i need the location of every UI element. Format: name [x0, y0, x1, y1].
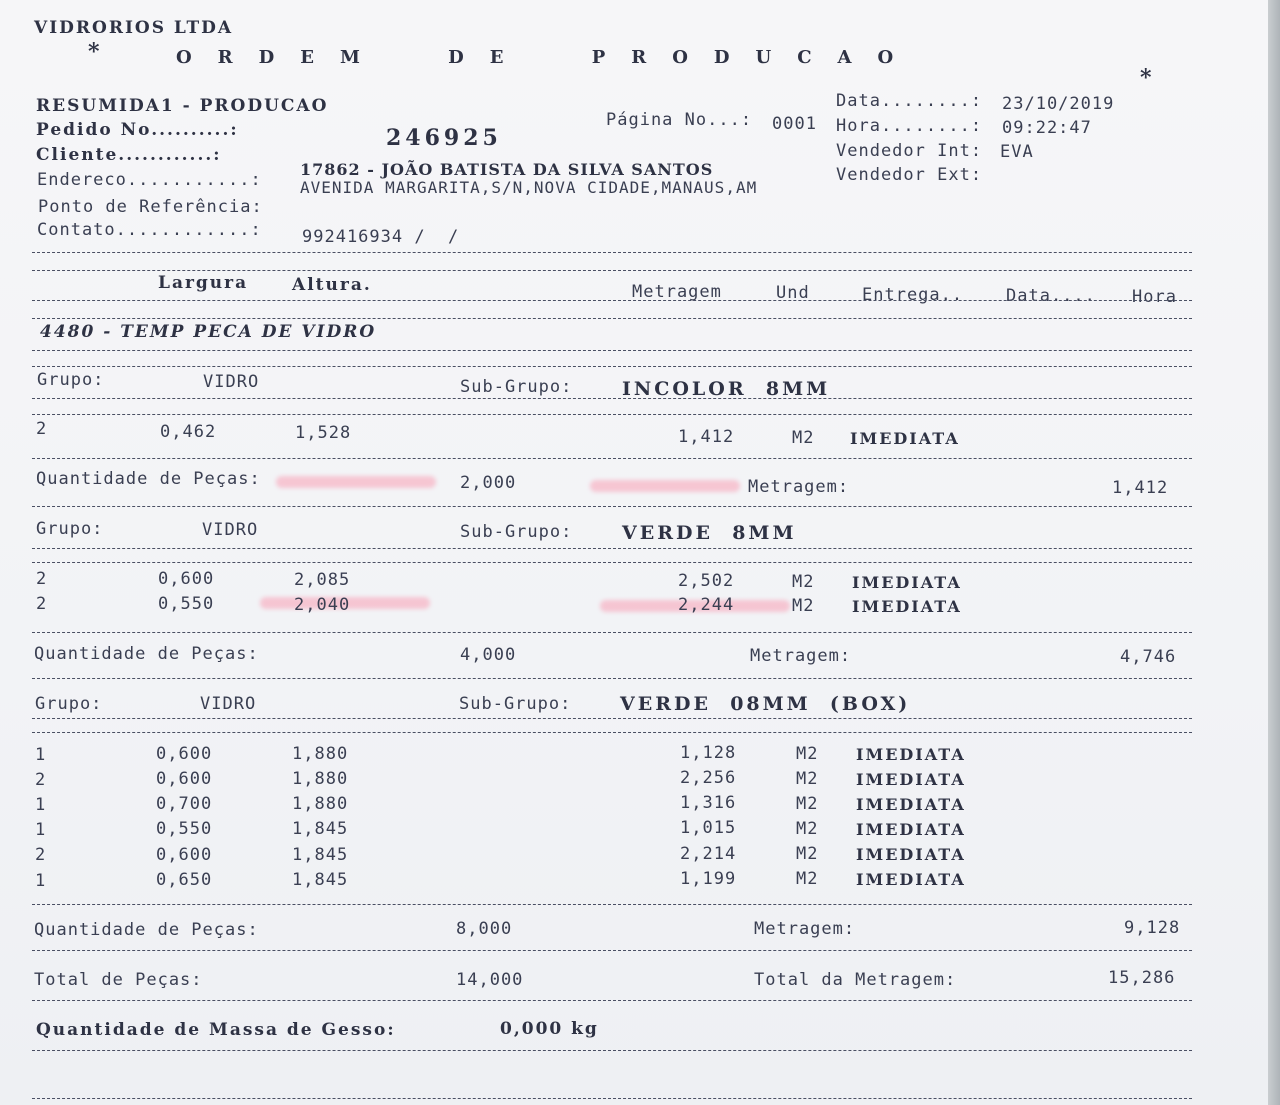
product-title: 4480 - TEMP PECA DE VIDRO — [40, 322, 377, 342]
divider — [32, 318, 1192, 319]
cliente-label: Cliente............: — [36, 145, 222, 165]
row-altura: 1,528 — [295, 423, 352, 443]
divider — [32, 350, 1192, 351]
grupo-value: VIDRO — [200, 694, 257, 714]
row-metragem: 1,199 — [680, 869, 737, 889]
sub-grupo-label: Sub-Grupo: — [459, 694, 572, 714]
sub-grupo-label: Sub-Grupo: — [460, 377, 573, 397]
contato-value: 992416934 / / — [302, 227, 460, 247]
pedido-number: 246925 — [386, 125, 502, 151]
qtd-pecas-value: 2,000 — [460, 473, 517, 493]
highlighter-mark — [276, 476, 436, 488]
col-largura: Largura — [158, 273, 249, 293]
row-entrega: IMEDIATA — [856, 770, 966, 789]
sub-grupo-value: VERDE 8MM — [622, 522, 797, 544]
row-und: M2 — [796, 844, 819, 864]
cliente-value: 17862 - JOÃO BATISTA DA SILVA SANTOS — [300, 160, 714, 179]
row-entrega: IMEDIATA — [856, 870, 966, 889]
row-altura: 1,845 — [292, 845, 349, 865]
divider — [32, 1000, 1192, 1001]
row-altura: 1,880 — [292, 769, 349, 789]
metragem-label: Metragem: — [750, 646, 852, 666]
row-qtd: 2 — [35, 770, 47, 790]
row-altura: 2,040 — [294, 595, 351, 615]
divider — [32, 732, 1192, 733]
qtd-pecas-value: 4,000 — [460, 645, 517, 665]
row-largura: 0,700 — [156, 794, 213, 814]
row-altura: 2,085 — [294, 570, 351, 590]
row-altura: 1,845 — [292, 870, 349, 890]
metragem-value: 4,746 — [1120, 647, 1177, 667]
divider — [32, 270, 1192, 271]
endereco-value: AVENIDA MARGARITA,S/N,NOVA CIDADE,MANAUS,AM — [300, 178, 758, 197]
vendedor-int-label: Vendedor Int: — [836, 141, 983, 161]
divider — [32, 548, 1192, 549]
grupo-value: VIDRO — [202, 520, 259, 540]
row-metragem: 2,244 — [678, 595, 735, 615]
divider — [32, 632, 1192, 633]
data-label: Data........: — [836, 91, 983, 111]
pedido-label: Pedido No..........: — [36, 120, 239, 140]
sub-grupo-value: VERDE 08MM (BOX) — [620, 693, 911, 715]
col-altura: Altura. — [292, 275, 372, 295]
row-largura: 0,600 — [156, 845, 213, 865]
row-qtd: 2 — [36, 419, 48, 439]
data-value: 23/10/2019 — [1002, 94, 1115, 114]
row-largura: 0,650 — [156, 870, 213, 890]
sub-grupo-value: INCOLOR 8MM — [622, 378, 831, 400]
grupo-label: Grupo: — [35, 694, 103, 714]
divider — [32, 718, 1192, 719]
endereco-label: Endereco...........: — [37, 170, 262, 190]
col-und: Und — [776, 283, 810, 303]
row-largura: 0,600 — [156, 769, 213, 789]
contato-label: Contato............: — [37, 220, 262, 240]
row-metragem: 1,412 — [678, 427, 735, 447]
row-und: M2 — [796, 769, 819, 789]
metragem-value: 1,412 — [1112, 478, 1169, 498]
company-name: VIDRORIOS LTDA — [34, 18, 234, 38]
massa-gesso-value: 0,000 kg — [500, 1019, 599, 1039]
total-pecas-label: Total de Peças: — [34, 970, 203, 990]
row-metragem: 1,316 — [680, 793, 737, 813]
qtd-pecas-label: Quantidade de Peças: — [34, 920, 259, 940]
grupo-label: Grupo: — [36, 519, 104, 539]
row-altura: 1,880 — [292, 794, 349, 814]
col-metragem: Metragem — [632, 282, 722, 302]
hora-label: Hora........: — [836, 116, 983, 136]
row-entrega: IMEDIATA — [852, 597, 962, 616]
massa-gesso-label: Quantidade de Massa de Gesso: — [36, 1020, 396, 1040]
row-entrega: IMEDIATA — [856, 820, 966, 839]
row-und: M2 — [796, 869, 819, 889]
divider — [32, 950, 1192, 951]
row-und: M2 — [792, 596, 815, 616]
grupo-label: Grupo: — [37, 370, 105, 390]
row-entrega: IMEDIATA — [856, 795, 966, 814]
divider — [32, 300, 1192, 301]
title-star-right: * — [1140, 65, 1154, 91]
divider — [32, 562, 1192, 563]
report-type: RESUMIDA1 - PRODUCAO — [36, 96, 329, 116]
pagina-label: Página No...: — [606, 110, 753, 130]
row-altura: 1,845 — [292, 819, 349, 839]
col-entrega: Entrega.. — [862, 285, 964, 305]
row-und: M2 — [796, 744, 819, 764]
row-altura: 1,880 — [292, 744, 349, 764]
row-qtd: 1 — [35, 745, 47, 765]
row-largura: 0,600 — [156, 744, 213, 764]
divider — [32, 678, 1192, 679]
row-qtd: 1 — [35, 871, 47, 891]
row-metragem: 2,214 — [680, 844, 737, 864]
row-largura: 0,462 — [160, 422, 217, 442]
row-qtd: 1 — [35, 820, 47, 840]
divider — [32, 904, 1192, 905]
col-data: Data.... — [1006, 286, 1096, 306]
divider — [32, 1050, 1192, 1051]
divider — [32, 366, 1192, 367]
qtd-pecas-label: Quantidade de Peças: — [36, 469, 261, 489]
qtd-pecas-label: Quantidade de Peças: — [34, 644, 259, 664]
document-title: ORDEM DE PRODUCAO — [176, 47, 920, 68]
paper-edge-shadow — [1268, 0, 1280, 1105]
title-star-left: * — [88, 39, 102, 65]
grupo-value: VIDRO — [203, 372, 260, 392]
row-und: M2 — [792, 572, 815, 592]
divider — [32, 398, 1192, 399]
row-metragem: 1,015 — [680, 818, 737, 838]
metragem-label: Metragem: — [748, 477, 850, 497]
divider — [32, 252, 1192, 253]
sub-grupo-label: Sub-Grupo: — [460, 522, 573, 542]
row-metragem: 1,128 — [680, 743, 737, 763]
qtd-pecas-value: 8,000 — [456, 919, 513, 939]
row-entrega: IMEDIATA — [850, 429, 960, 448]
divider — [32, 458, 1192, 459]
divider — [32, 1098, 1192, 1099]
divider — [32, 414, 1192, 415]
row-entrega: IMEDIATA — [856, 745, 966, 764]
row-qtd: 2 — [35, 845, 47, 865]
col-hora: Hora — [1132, 287, 1177, 307]
row-qtd: 2 — [36, 569, 48, 589]
row-entrega: IMEDIATA — [852, 573, 962, 592]
total-metragem-label: Total da Metragem: — [754, 970, 957, 990]
metragem-value: 9,128 — [1124, 918, 1181, 938]
total-metragem-value: 15,286 — [1108, 968, 1176, 988]
row-metragem: 2,256 — [680, 768, 737, 788]
referencia-label: Ponto de Referência: — [38, 197, 263, 217]
row-largura: 0,550 — [156, 819, 213, 839]
pagina-value: 0001 — [772, 114, 817, 134]
hora-value: 09:22:47 — [1002, 118, 1092, 138]
row-largura: 0,550 — [158, 594, 215, 614]
row-largura: 0,600 — [158, 569, 215, 589]
row-metragem: 2,502 — [678, 571, 735, 591]
row-entrega: IMEDIATA — [856, 845, 966, 864]
row-qtd: 1 — [35, 795, 47, 815]
divider — [32, 506, 1192, 507]
row-und: M2 — [792, 428, 815, 448]
vendedor-ext-label: Vendedor Ext: — [836, 165, 983, 185]
row-und: M2 — [796, 819, 819, 839]
total-pecas-value: 14,000 — [456, 970, 524, 990]
highlighter-mark — [590, 480, 740, 492]
row-und: M2 — [796, 794, 819, 814]
vendedor-int-value: EVA — [1000, 142, 1034, 162]
metragem-label: Metragem: — [754, 919, 856, 939]
row-qtd: 2 — [36, 594, 48, 614]
